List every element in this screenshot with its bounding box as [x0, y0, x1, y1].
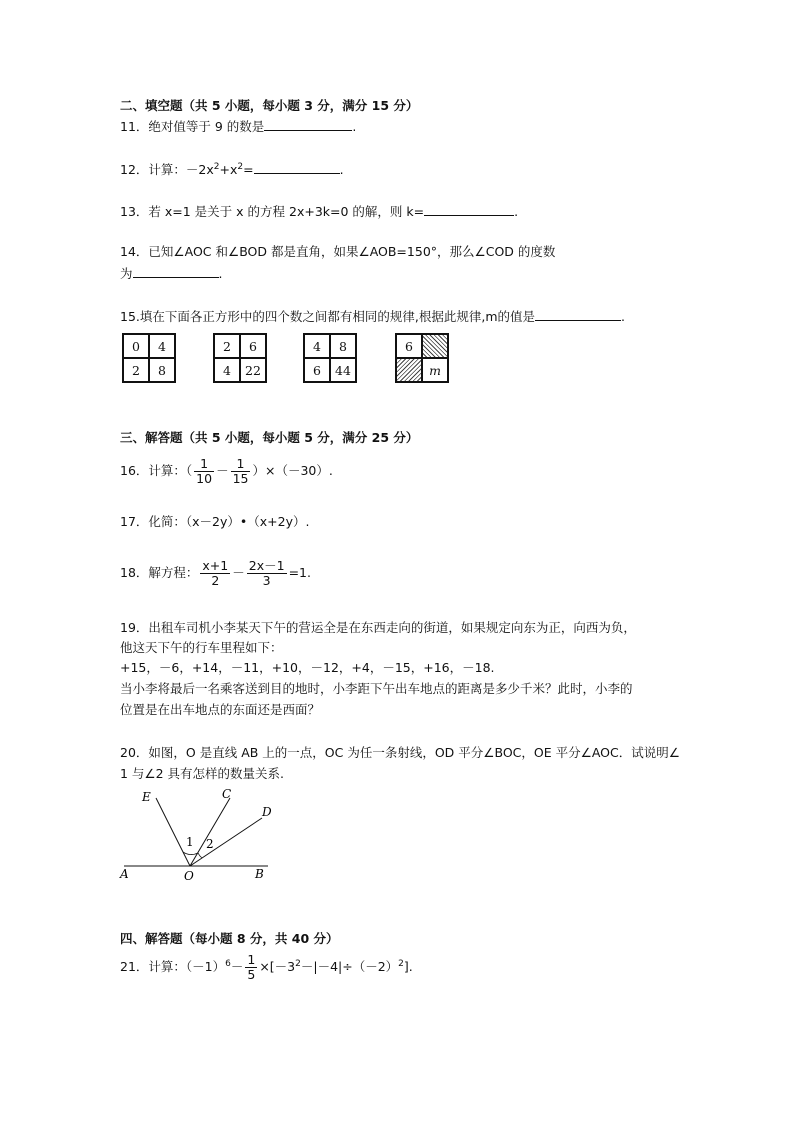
q18-text: 18．解方程：: [120, 565, 199, 580]
q12-exp2: 2: [237, 162, 244, 172]
denominator: 15: [232, 471, 249, 486]
label-A: A: [120, 867, 129, 881]
q13-text: 13．若 x=1 是关于 x 的方程 2x+3k=0 的解，则 k=: [120, 204, 425, 219]
section-2-title: 二、填空题（共 5 小题，每小题 3 分，满分 15 分）: [120, 98, 419, 113]
minus-sign: －: [216, 463, 229, 478]
numerator: 1: [231, 457, 251, 472]
question-14-line1: 14．已知∠AOC 和∠BOD 都是直角，如果∠AOB=150°，那么∠COD 的度数: [120, 244, 556, 259]
square-cell: 44: [330, 358, 356, 382]
angle-diagram: [110, 784, 290, 884]
square-cell: 6: [396, 334, 422, 358]
fraction: [231, 457, 251, 486]
numerator: 1: [247, 952, 256, 967]
denominator: 5: [247, 967, 256, 982]
numerator: x+1: [202, 558, 229, 573]
square-cell-m: m: [422, 358, 448, 382]
numerator: 1: [194, 457, 214, 472]
answer-blank: [264, 118, 352, 131]
question-19-line3: +15，－6，+14，－11，+10，－12，+4，－15，+16，－18.: [120, 660, 495, 675]
square-cell: 4: [304, 334, 330, 358]
hatched-cell: [396, 358, 422, 382]
fraction: [200, 559, 230, 588]
q16-text: 16．计算：（: [120, 463, 193, 478]
q14-text: 为: [120, 266, 133, 281]
question-20-line2: 1 与∠2 具有怎样的数量关系.: [120, 766, 285, 781]
q11-end: .: [352, 119, 357, 134]
q11-text: 11．绝对值等于 9 的数是: [120, 119, 265, 134]
question-13: [120, 203, 518, 220]
q13-end: .: [514, 204, 519, 219]
q16-end: ）×（－30）.: [252, 463, 333, 478]
square-cell: 8: [149, 358, 175, 382]
q12-text: 12．计算：－2x: [120, 162, 214, 177]
q14-end: .: [218, 266, 223, 281]
section-4-title: 四、解答题（每小题 8 分，共 40 分）: [120, 931, 339, 946]
question-19-line5: 位置是在出车地点的东面还是西面？: [120, 702, 321, 717]
number-square-2: [213, 333, 267, 383]
square-cell: 4: [214, 358, 240, 382]
question-15: [120, 308, 625, 325]
q12-eq: =: [243, 162, 254, 177]
q21-exp1: 6: [225, 959, 231, 969]
number-square-3: [303, 333, 357, 383]
q18-end: =1.: [288, 565, 311, 580]
minus-sign: －: [230, 959, 244, 974]
hatched-cell: [422, 334, 448, 358]
answer-blank: [254, 161, 340, 174]
q15-text: 15.填在下面各正方形中的四个数之间都有相同的规律,根据此规律,m的值是: [120, 309, 536, 324]
fraction: [194, 457, 214, 486]
question-11: [120, 118, 356, 135]
question-18: [120, 556, 311, 590]
question-21: [120, 950, 413, 984]
numerator: 2x－1: [248, 558, 285, 573]
label-E: E: [142, 790, 151, 804]
square-cell: 22: [240, 358, 266, 382]
label-D: D: [262, 805, 272, 819]
q21-end: ].: [403, 959, 413, 974]
question-19-line1: 19．出租车司机小李某天下午的营运全是在东西走向的街道，如果规定向东为正，向西为负，: [120, 620, 636, 635]
q21-exp3: 2: [398, 959, 404, 969]
question-20-line1: 20．如图，O 是直线 AB 上的一点，OC 为任一条射线，OD 平分∠BOC，OE 平分∠AOC．试说明∠: [120, 745, 680, 760]
question-16: [120, 454, 333, 488]
q21-exp2: 2: [295, 959, 301, 969]
denominator: 2: [211, 573, 220, 588]
q12-mid: +x: [219, 162, 238, 177]
label-C: C: [222, 787, 232, 801]
section-3-title: 三、解答题（共 5 小题，每小题 5 分，满分 25 分）: [120, 430, 419, 445]
answer-blank: [133, 265, 219, 278]
label-B: B: [255, 867, 264, 881]
q21-text: 21．计算：（－1）: [120, 959, 226, 974]
square-cell: 0: [123, 334, 149, 358]
question-12: [120, 161, 344, 178]
fraction: [245, 953, 257, 982]
label-one: 1: [186, 835, 194, 849]
q15-end: .: [621, 309, 625, 324]
q12-exp1: 2: [213, 162, 220, 172]
square-cell: 2: [214, 334, 240, 358]
square-cell: 4: [149, 334, 175, 358]
answer-blank: [535, 308, 621, 321]
question-19-line2: 他这天下午的行车里程如下：: [120, 640, 283, 655]
label-two: 2: [206, 837, 214, 851]
question-14-line2: [120, 265, 223, 282]
number-square-1: [122, 333, 176, 383]
fraction: [247, 559, 287, 588]
label-O: O: [184, 869, 194, 883]
number-square-4: [395, 333, 449, 383]
square-cell: 8: [330, 334, 356, 358]
minus-sign: －: [232, 565, 245, 580]
square-cell: 2: [123, 358, 149, 382]
question-19-line4: 当小李将最后一名乘客送到目的地时，小李距下午出车地点的距离是多少千米？此时，小李的: [120, 681, 633, 696]
answer-blank: [424, 203, 514, 216]
question-17: 17．化简：（x－2y）•（x+2y）.: [120, 514, 310, 529]
q21-mid2: －|－4|÷（－2）: [300, 959, 399, 974]
q12-end: .: [339, 162, 344, 177]
denominator: 10: [196, 471, 213, 486]
square-cell: 6: [304, 358, 330, 382]
denominator: 3: [262, 573, 271, 588]
q21-mid: ×[－3: [259, 959, 296, 974]
square-cell: 6: [240, 334, 266, 358]
